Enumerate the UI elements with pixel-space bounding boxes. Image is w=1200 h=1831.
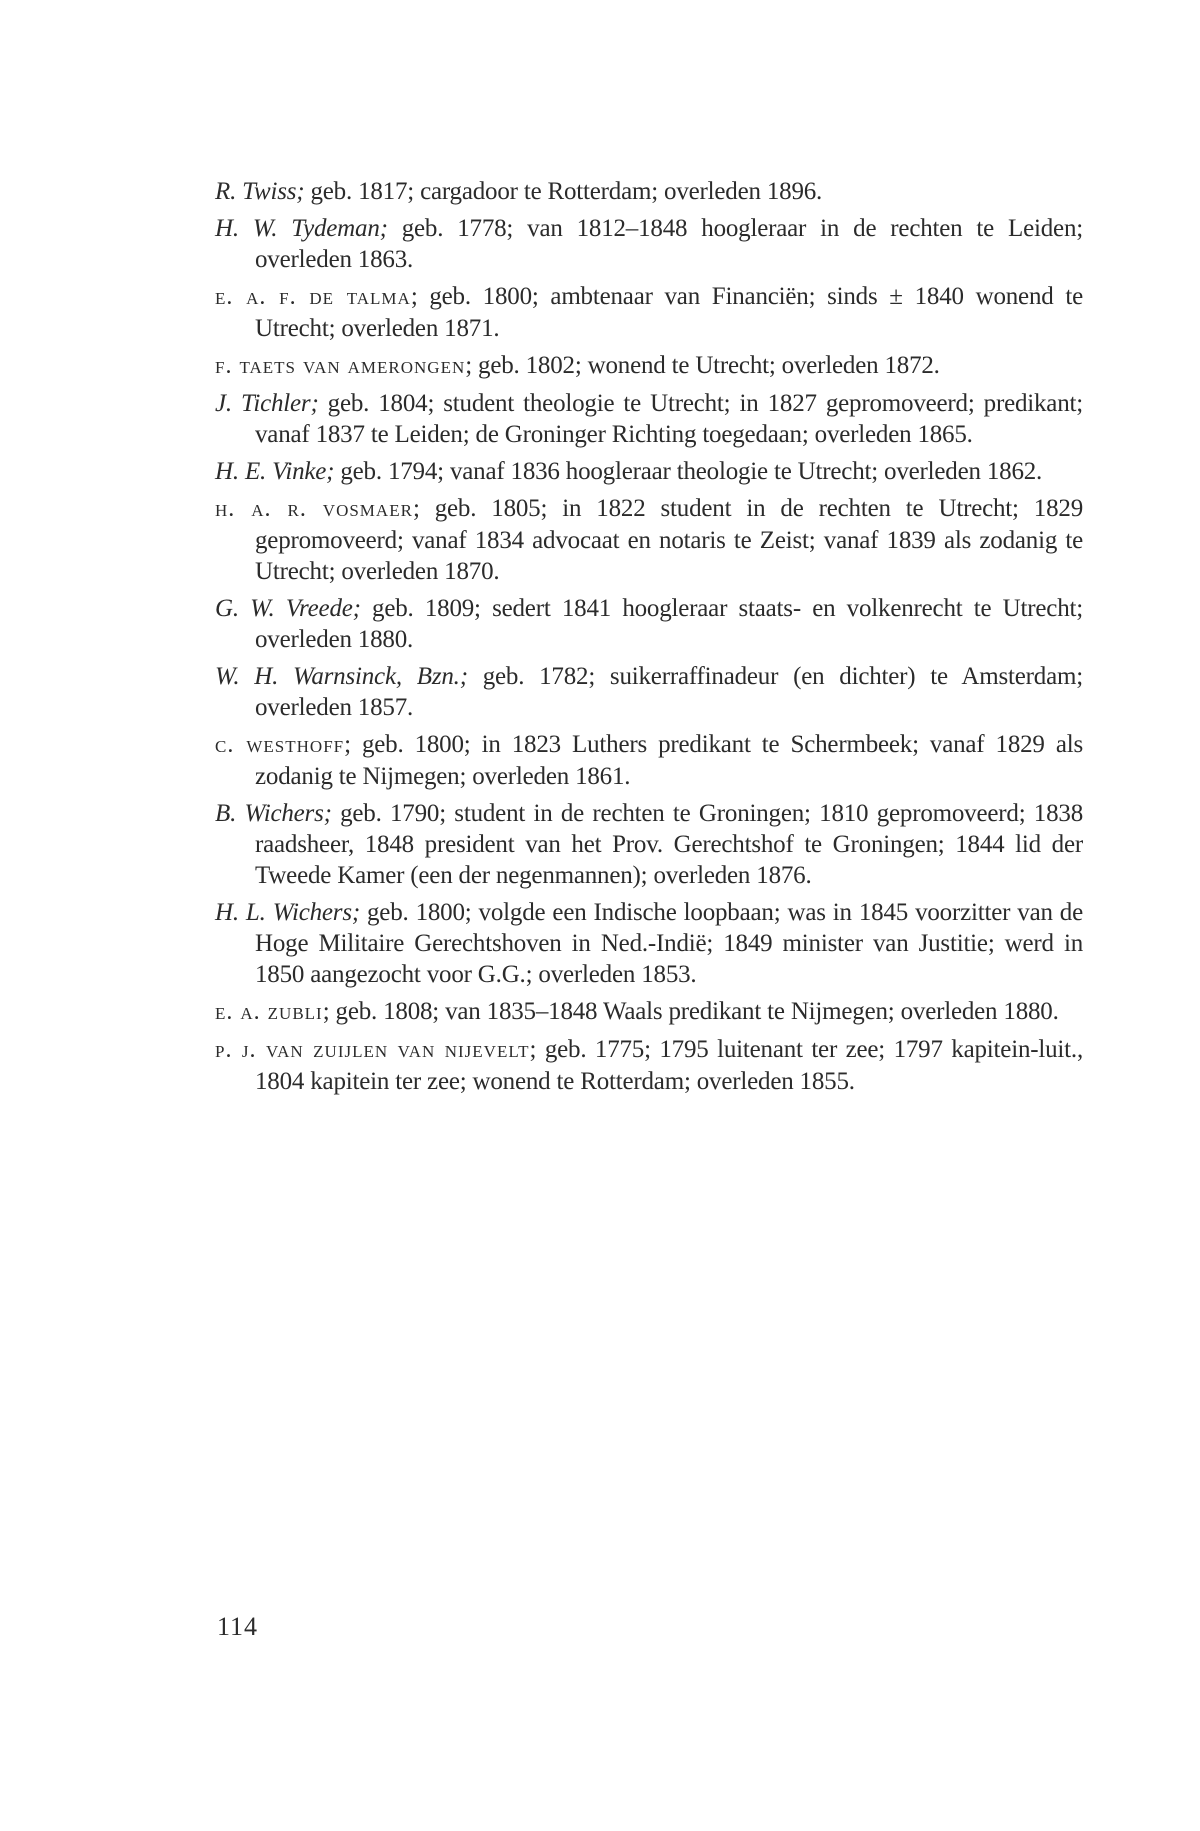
- entry-name: e. a. zubli: [215, 999, 323, 1025]
- entry-text: geb. 1804; student theologie te Utrecht; in 1827 gepromoveerd; predikant; vanaf 1837 te Leiden; de Groninger Richting toegedaan; overleden 1865.: [255, 390, 1083, 448]
- entry-name: G. W. Vreede;: [215, 595, 361, 622]
- entry-text: ; geb. 1805; in 1822 student in de rechten te Utrecht; 1829 gepromoveerd; vanaf 1834 advocaat en notaris te Zeist; vanaf 1839 als zodanig te Utrecht; overleden 1870.: [255, 495, 1083, 585]
- entry-name: H. E. Vinke;: [215, 458, 335, 485]
- entry-text: ; geb. 1802; wonend te Utrecht; overleden 1872.: [465, 352, 940, 379]
- entry-text: geb. 1817; cargadoor te Rotterdam; overleden 1896.: [304, 178, 823, 205]
- entry: [215, 661, 1083, 723]
- entry: [215, 729, 1083, 792]
- biographical-list: [215, 176, 1083, 1103]
- entry-name: f. taets van amerongen: [215, 353, 466, 379]
- entry-text: geb. 1782; suikerraffinadeur (en dichter) te Amsterdam; overleden 1857.: [255, 663, 1083, 721]
- entry: [215, 350, 1083, 382]
- entry: [215, 493, 1083, 587]
- entry-text: geb. 1794; vanaf 1836 hoogleraar theologie te Utrecht; overleden 1862.: [334, 458, 1043, 485]
- entry-name: H. L. Wichers;: [215, 899, 360, 926]
- page-number: 114: [217, 1612, 259, 1641]
- entry-name: B. Wichers;: [215, 800, 332, 827]
- entry: [215, 1034, 1083, 1097]
- entry-text: geb. 1809; sedert 1841 hoogleraar staats- en volkenrecht te Utrecht; overleden 1880.: [255, 595, 1083, 653]
- entry: [215, 213, 1083, 275]
- entry: [215, 281, 1083, 344]
- entry-text: ; geb. 1800; in 1823 Luthers predikant te Schermbeek; vanaf 1829 als zodanig te Nijmegen; overleden 1861.: [255, 731, 1083, 790]
- entry: [215, 996, 1083, 1028]
- entry: [215, 897, 1083, 990]
- entry-name: e. a. f. de talma: [215, 284, 411, 310]
- entry-name: h. a. r. vosmaer: [215, 496, 413, 522]
- entry-name: W. H. Warnsinck, Bzn.;: [215, 663, 468, 690]
- entry-text: geb. 1778; van 1812–1848 hoogleraar in de rechten te Leiden; overleden 1863.: [255, 215, 1084, 273]
- entry-name: c. westhoff: [215, 732, 345, 758]
- entry-text: ; geb. 1800; ambtenaar van Financiën; sinds ± 1840 wonend te Utrecht; overleden 1871.: [255, 283, 1083, 342]
- entry: [215, 456, 1083, 487]
- entry: [215, 176, 1083, 207]
- entry-text: ; geb. 1775; 1795 luitenant ter zee; 1797 kapitein-luit., 1804 kapitein ter zee; wonend te Rotterdam; overleden 1855.: [255, 1036, 1084, 1095]
- entry-text: ; geb. 1808; van 1835–1848 Waals predikant te Nijmegen; overleden 1880.: [322, 998, 1059, 1025]
- entry: [215, 593, 1083, 655]
- entry-name: R. Twiss;: [215, 178, 305, 205]
- entry-name: J. Tichler;: [215, 390, 319, 417]
- entry-text: geb. 1790; student in de rechten te Groningen; 1810 gepromoveerd; 1838 raadsheer, 1848 president van het Prov. Gerechtshof te Groningen; 1844 lid der Tweede Kamer (een der negenmannen); overleden 1876.: [255, 800, 1083, 889]
- entry-name: p. j. van zuijlen van nijevelt: [215, 1037, 530, 1063]
- entry-text: geb. 1800; volgde een Indische loopbaan; was in 1845 voorzitter van de Hoge Militaire Gerechtshoven in Ned.-Indië; 1849 minister van Justitie; werd in 1850 aangezocht voor G.G.; overleden 1853.: [255, 899, 1083, 988]
- entry: [215, 388, 1083, 450]
- entry-name: H. W. Tydeman;: [215, 215, 388, 242]
- entry: [215, 798, 1083, 891]
